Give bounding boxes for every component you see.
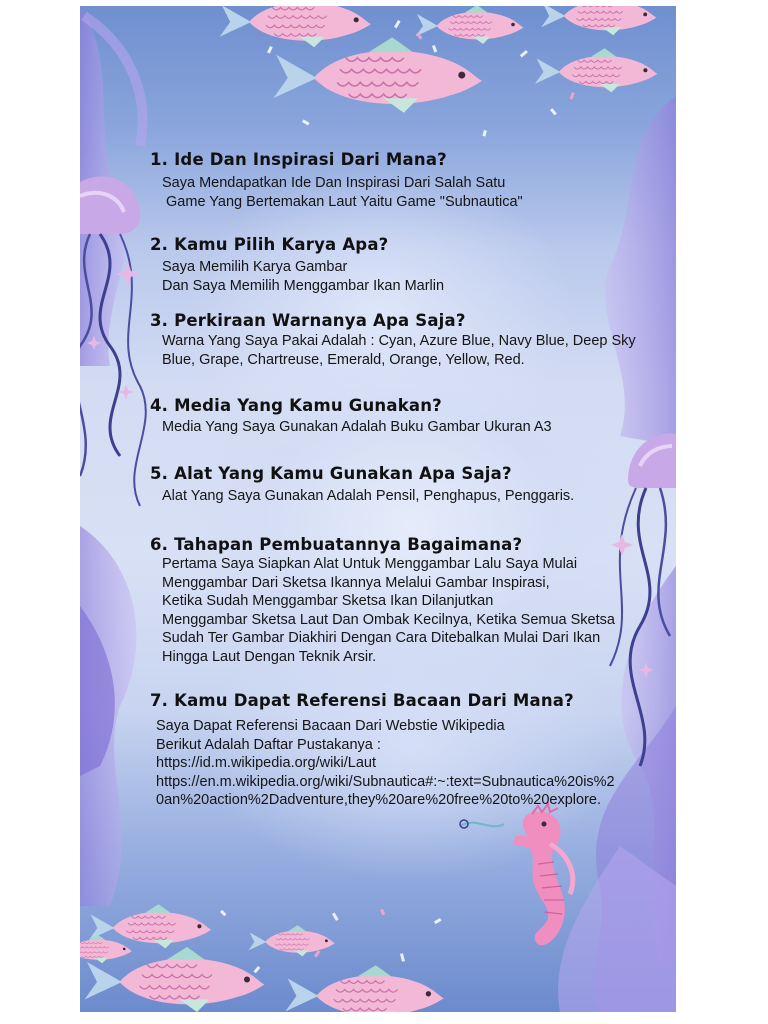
fish-icon bbox=[80, 935, 132, 964]
question-6: 6. Tahapan Pembuatannya Bagaimana? bbox=[150, 535, 523, 554]
fish-icon bbox=[535, 48, 657, 92]
question-1: 1. Ide Dan Inspirasi Dari Mana? bbox=[150, 150, 447, 169]
fish-icon bbox=[273, 37, 482, 112]
fish-icon bbox=[416, 6, 524, 44]
fish-icon bbox=[248, 925, 334, 956]
question-4: 4. Media Yang Kamu Gunakan? bbox=[150, 396, 442, 415]
fish-icon bbox=[220, 6, 371, 47]
answer-4: Media Yang Saya Gunakan Adalah Buku Gambar Ukuran A3 bbox=[162, 419, 552, 435]
seaweed-icon bbox=[558, 96, 676, 1012]
answer-5: Alat Yang Saya Gunakan Adalah Pensil, Penghapus, Penggaris. bbox=[162, 488, 575, 504]
question-2: 2. Kamu Pilih Karya Apa? bbox=[150, 235, 389, 254]
fish-icon bbox=[541, 6, 656, 35]
answer-3: Warna Yang Saya Pakai Adalah : Cyan, Azure Blue, Navy Blue, Deep Sky Blue, Grape, Chartreuse, Emerald, Orange, Yellow, Red. bbox=[162, 333, 636, 368]
fish-icon bbox=[285, 965, 443, 1012]
question-7: 7. Kamu Dapat Referensi Bacaan Dari Mana? bbox=[150, 691, 574, 710]
poster bbox=[80, 6, 676, 1012]
answer-2: Saya Memilih Karya Gambar Dan Saya Memilih Menggambar Ikan Marlin bbox=[162, 259, 445, 294]
answer-6: Pertama Saya Siapkan Alat Untuk Menggambar Lalu Saya Mulai Menggambar Dari Sketsa Ikannya Melalui Gambar Inspirasi, Ketika Sudah Menggambar Sketsa Ikan Dilanjutkan Menggambar Sketsa Laut Dan Ombak Kecilnya, Ketika Semua Sketsa Sudah Ter Gambar Diakhiri Dengan Cara Ditebalkan Mulai Dari Ikan Hingga Laut Dengan Teknik Arsir. bbox=[162, 556, 615, 665]
answer-7: Saya Dapat Referensi Bacaan Dari Webstie Wikipedia Berikut Adalah Daftar Pustakanya : https://id.m.wikipedia.org/wiki/Laut https://en.m.wikipedia.org/wiki/Subnautica#:~:text=Subnautica%20is%2 0an%20action%2Dadventure,they%20are%20free%20to%20explore. bbox=[156, 718, 615, 809]
seahorse-icon bbox=[512, 804, 573, 945]
answer-1: Saya Mendapatkan Ide Dan Inspirasi Dari Salah Satu Game Yang Bertemakan Laut Yaitu Game "Subnautica" bbox=[162, 175, 523, 210]
question-5: 5. Alat Yang Kamu Gunakan Apa Saja? bbox=[150, 464, 512, 483]
question-3: 3. Perkiraan Warnanya Apa Saja? bbox=[150, 311, 466, 330]
seaweed-icon bbox=[80, 6, 143, 906]
